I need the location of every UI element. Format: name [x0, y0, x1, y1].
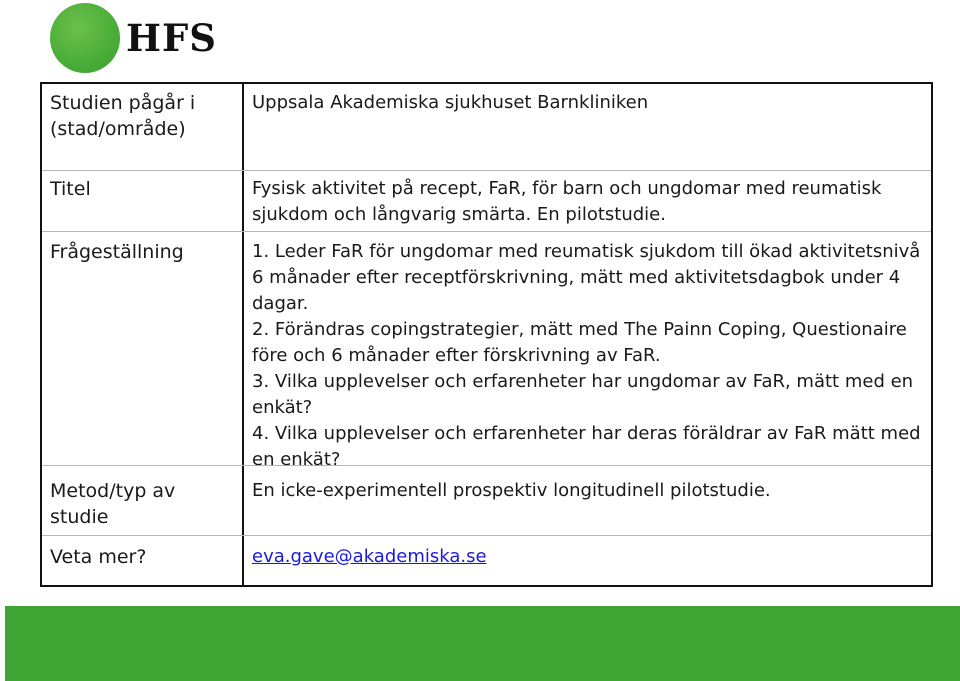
location-label: Studien pågår i (stad/område)	[50, 92, 196, 140]
research-questions-list	[252, 239, 922, 473]
contact-section	[252, 544, 922, 570]
title-label: Titel	[50, 178, 91, 200]
research-question-1: 1. Leder FaR för ungdomar med reumatisk sjukdom till ökad aktivitetsnivå 6 månader efter receptförskrivning, mätt med aktivitetsdagbok under 4 dagar.	[252, 241, 921, 314]
contact-email-link[interactable]: eva.gave@akademiska.se	[252, 546, 487, 567]
title-value: Fysisk aktivitet på recept, FaR, för barn och ungdomar med reumatisk sjukdom och långvarig smärta. En pilotstudie.	[252, 178, 882, 225]
method-value: En icke-experimentell prospektiv longitudinell pilotstudie.	[252, 480, 771, 501]
row-divider	[42, 535, 931, 536]
research-question-3: 3. Vilka upplevelser och erfarenheter har ungdomar av FaR, mätt med en enkät?	[252, 371, 914, 418]
hfs-logo-text: HFS	[126, 16, 217, 60]
hfs-logo-circle	[50, 3, 120, 73]
location-value: Uppsala Akademiska sjukhuset Barnkliniken	[252, 92, 649, 113]
study-info-table	[40, 82, 933, 587]
row-divider	[42, 231, 931, 232]
footer-bar	[5, 606, 960, 681]
contact-label: Veta mer?	[50, 546, 147, 568]
method-label: Metod/typ av studie	[50, 480, 176, 528]
research-question-4: 4. Vilka upplevelser och erfarenheter har deras föräldrar av FaR mätt med en enkät?	[252, 423, 921, 470]
research-questions-label: Frågeställning	[50, 241, 184, 263]
column-divider	[242, 84, 244, 585]
row-divider	[42, 170, 931, 171]
research-question-2: 2. Förändras copingstrategier, mätt med The Painn Coping, Questionaire före och 6 månader efter förskrivning av FaR.	[252, 319, 907, 366]
